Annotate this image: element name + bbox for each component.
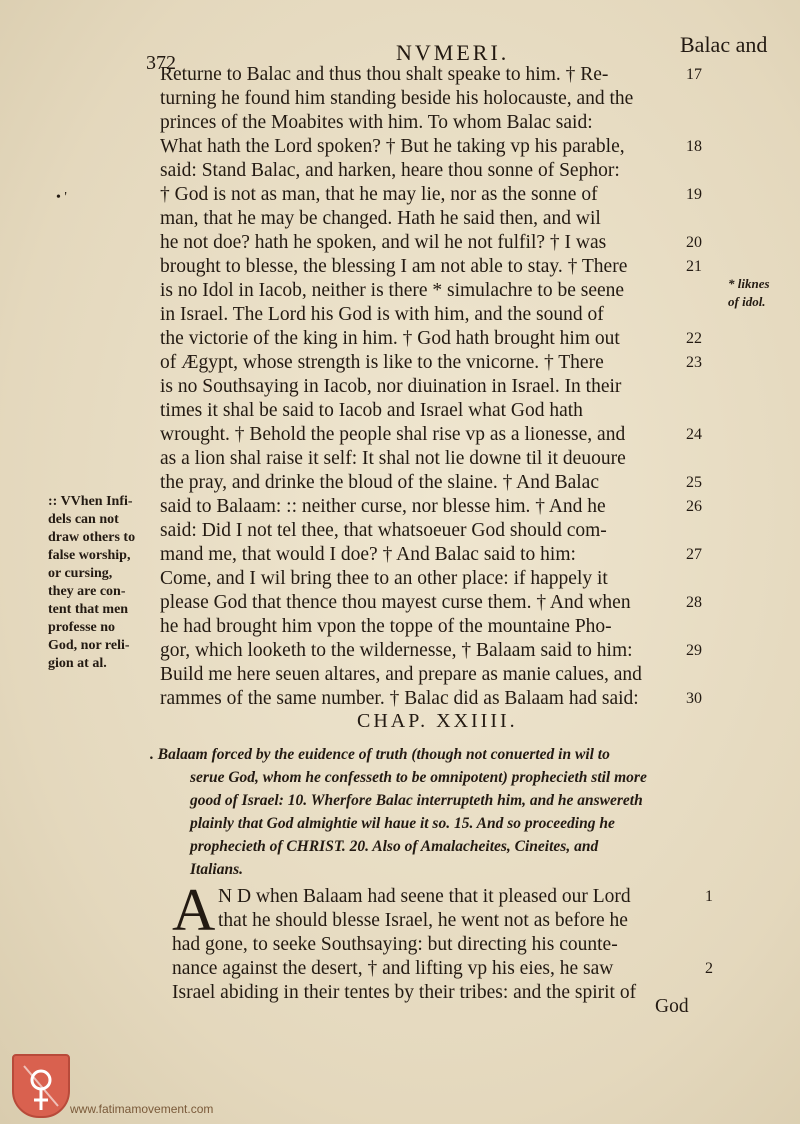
argument-line: plainly that God almightie wil haue it so. 15. And so proceeding he [190, 815, 615, 832]
verse-number: 17 [686, 66, 702, 83]
text-line: the victorie of the king in him. † God hath brought him out [160, 328, 620, 349]
text-line: said: Did I not tel thee, that whatsoeuer God should com- [160, 520, 607, 541]
verse-number: 21 [686, 258, 702, 275]
text-line: of Ægypt, whose strength is like to the vnicorne. † There [160, 352, 604, 373]
text-line: in Israel. The Lord his God is with him, and the sound of [160, 304, 604, 325]
verse-number: 27 [686, 546, 702, 563]
seal-logo-icon [12, 1054, 70, 1118]
verse-number: 19 [686, 186, 702, 203]
text-line: man, that he may be changed. Hath he said then, and wil [160, 208, 601, 229]
text-line: he not doe? hath he spoken, and wil he not fulfil? † I was [160, 232, 607, 253]
text-line: he had brought him vpon the toppe of the mountaine Pho- [160, 616, 612, 637]
website-link[interactable]: www.fatimamovement.com [70, 1102, 214, 1116]
text-line: N D when Balaam had seene that it pleased our Lord [218, 886, 631, 907]
text-line: What hath the Lord spoken? † But he taking vp his parable, [160, 136, 625, 157]
margin-note-line: false worship, [48, 548, 131, 563]
text-line: turning he found him standing beside his holocauste, and the [160, 88, 634, 109]
running-head: NVMERI. [396, 40, 510, 65]
argument-line: . Balaam forced by the euidence of truth (though not conuerted in wil to [150, 746, 610, 763]
verse-number: 30 [686, 690, 702, 707]
drop-cap: A [172, 877, 216, 943]
text-line: is no Idol in Iacob, neither is there * simulachre to be seene [160, 280, 625, 301]
text-line: had gone, to seeke Southsaying: but directing his counte- [172, 934, 618, 955]
text-line: please God that thence thou mayest curse them. † And when [160, 592, 631, 613]
text-line: is no Southsaying in Iacob, nor diuination in Israel. In their [160, 376, 622, 397]
verse-number: 20 [686, 234, 702, 251]
verse-number: 29 [686, 642, 702, 659]
margin-note-line: or cursing, [48, 566, 113, 581]
text-line: nance against the desert, † and lifting vp his eies, he saw [172, 958, 614, 979]
text-line: that he should blesse Israel, he went not as before he [218, 910, 628, 931]
verse-number: 25 [686, 474, 702, 491]
catchword-top: Balac and [680, 32, 768, 57]
text-line: times it shal be said to Iacob and Israel what God hath [160, 400, 583, 421]
argument-line: prophecieth of CHRIST. 20. Also of Amalacheites, Cineites, and [190, 838, 599, 855]
verse-number: 1 [705, 888, 713, 905]
argument-line: serue God, whom he confesseth to be omnipotent) prophecieth stil more [190, 769, 647, 786]
text-line: princes of the Moabites with him. To whom Balac said: [160, 112, 593, 133]
text-line: as a lion shal raise it self: It shal not lie downe til it deuoure [160, 448, 626, 469]
text-line: said: Stand Balac, and harken, heare thou sonne of Sephor: [160, 160, 620, 181]
verse-number: 2 [705, 960, 713, 977]
text-line: brought to blesse, the blessing I am not able to stay. † There [160, 256, 628, 277]
text-line: said to Balaam: :: neither curse, nor blesse him. † And he [160, 496, 606, 517]
text-line: mand me, that would I doe? † And Balac said to him: [160, 544, 576, 565]
margin-note-line: * liknes [728, 276, 770, 291]
verse-number: 26 [686, 498, 702, 515]
verse-number: 22 [686, 330, 702, 347]
text-line: † God is not as man, that he may lie, nor as the sonne of [160, 184, 598, 205]
margin-note-line: tent that men [48, 602, 129, 617]
chapter-heading: CHAP. XXIIII. [357, 710, 518, 732]
margin-note-line: of idol. [728, 294, 766, 309]
text-line: rammes of the same number. † Balac did as Balaam had said: [160, 688, 639, 709]
verse-number: 28 [686, 594, 702, 611]
margin-note-line: dels can not [48, 512, 119, 527]
page-number: 372 [146, 52, 176, 74]
text-line: Come, and I wil bring thee to an other place: if happely it [160, 568, 608, 589]
text-line: Israel abiding in their tentes by their tribes: and the spirit of [172, 982, 637, 1003]
verse-number: 18 [686, 138, 702, 155]
text-line: the pray, and drinke the bloud of the slaine. † And Balac [160, 472, 599, 493]
margin-note-line: gion at al. [48, 656, 107, 671]
margin-note-line: God, nor reli- [48, 638, 130, 653]
margin-note-line: draw others to [48, 530, 136, 545]
verse-number: 24 [686, 426, 702, 443]
text-line: Build me here seuen altares, and prepare as manie calues, and [160, 664, 642, 685]
margin-note-line: :: VVhen Infi- [48, 494, 133, 509]
verse-number: 23 [686, 354, 702, 371]
argument-line: Italians. [190, 861, 243, 878]
margin-note-line: they are con- [48, 584, 126, 599]
text-line: Returne to Balac and thus thou shalt speake to him. † Re- [160, 64, 609, 85]
argument-line: good of Israel: 10. Wherfore Balac interrupteth him, and he answereth [190, 792, 643, 809]
catchword-bottom: God [655, 996, 689, 1017]
margin-mark: • ' [56, 190, 67, 205]
margin-note-line: professe no [48, 620, 116, 635]
text-line: wrought. † Behold the people shal rise vp as a lionesse, and [160, 424, 626, 445]
text-line: gor, which looketh to the wildernesse, † Balaam said to him: [160, 640, 633, 661]
